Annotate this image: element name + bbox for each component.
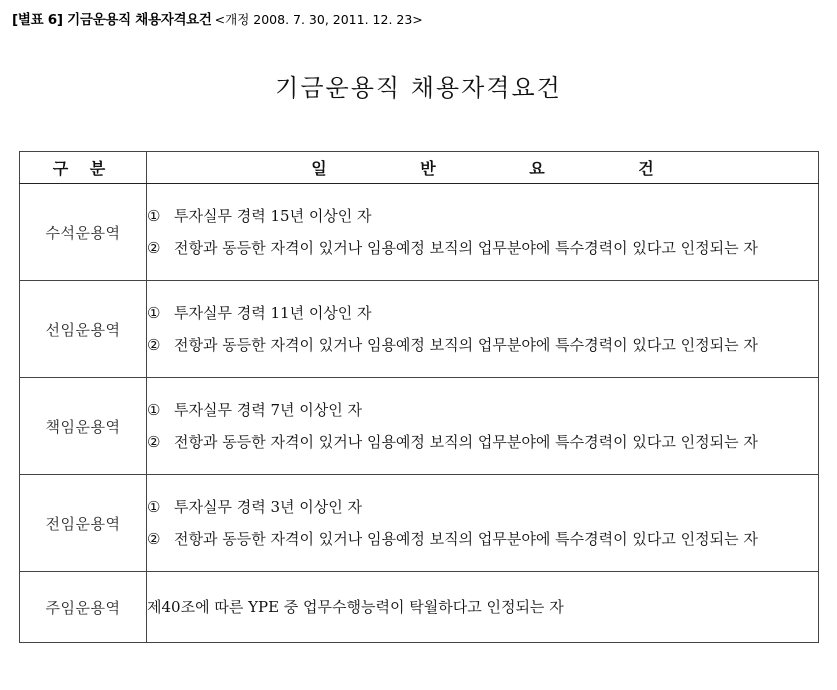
item-text: 투자실무 경력 11년 이상인 자 bbox=[174, 304, 372, 322]
requirement-item bbox=[147, 523, 818, 555]
table-header-row bbox=[20, 152, 819, 184]
item-text: 투자실무 경력 3년 이상인 자 bbox=[174, 498, 363, 516]
requirements-cell bbox=[147, 281, 819, 378]
requirement-item bbox=[147, 200, 818, 232]
item-text: 전항과 동등한 자격이 있거나 임용예정 보직의 업무분야에 특수경력이 있다고 인정되는 자 bbox=[174, 336, 758, 354]
requirement-item bbox=[147, 491, 818, 523]
column-header-category: 구 분 bbox=[20, 152, 147, 184]
item-number: ① bbox=[147, 498, 161, 516]
item-text: 투자실무 경력 15년 이상인 자 bbox=[174, 207, 372, 225]
item-number: ② bbox=[147, 239, 161, 257]
category-cell: 전임운용역 bbox=[20, 475, 147, 572]
appendix-label: [별표 6] 기금운용직 채용자격요건 bbox=[12, 12, 212, 28]
table-row bbox=[20, 281, 819, 378]
requirements-cell bbox=[147, 475, 819, 572]
requirement-item bbox=[147, 394, 818, 426]
requirements-cell bbox=[147, 378, 819, 475]
table-row bbox=[20, 378, 819, 475]
requirement-item bbox=[147, 426, 818, 458]
category-cell: 수석운용역 bbox=[20, 184, 147, 281]
requirement-text: 제40조에 따른 YPE 중 업무수행능력이 탁월하다고 인정되는 자 bbox=[147, 598, 564, 616]
item-number: ② bbox=[147, 336, 161, 354]
column-header-general-requirements: 일 반 요 건 bbox=[147, 152, 819, 184]
requirement-item bbox=[147, 297, 818, 329]
item-text: 투자실무 경력 7년 이상인 자 bbox=[174, 401, 363, 419]
item-text: 전항과 동등한 자격이 있거나 임용예정 보직의 업무분야에 특수경력이 있다고 인정되는 자 bbox=[174, 433, 758, 451]
requirements-table bbox=[19, 151, 819, 643]
item-number: ② bbox=[147, 433, 161, 451]
category-cell: 책임운용역 bbox=[20, 378, 147, 475]
requirements-cell bbox=[147, 184, 819, 281]
item-number: ① bbox=[147, 304, 161, 322]
requirement-item bbox=[147, 232, 818, 264]
item-text: 전항과 동등한 자격이 있거나 임용예정 보직의 업무분야에 특수경력이 있다고 인정되는 자 bbox=[174, 530, 758, 548]
item-text: 전항과 동등한 자격이 있거나 임용예정 보직의 업무분야에 특수경력이 있다고 인정되는 자 bbox=[174, 239, 758, 257]
requirements-cell bbox=[147, 572, 819, 643]
revision-note: <개정 2008. 7. 30, 2011. 12. 23> bbox=[214, 12, 423, 27]
table-row bbox=[20, 475, 819, 572]
table-row bbox=[20, 184, 819, 281]
category-cell: 선임운용역 bbox=[20, 281, 147, 378]
item-number: ② bbox=[147, 530, 161, 548]
document-title: 기금운용직 채용자격요건 bbox=[275, 74, 562, 102]
table-row bbox=[20, 572, 819, 643]
requirement-item bbox=[147, 329, 818, 361]
item-number: ① bbox=[147, 401, 161, 419]
item-number: ① bbox=[147, 207, 161, 225]
category-cell: 주임운용역 bbox=[20, 572, 147, 643]
document-header bbox=[12, 8, 423, 28]
